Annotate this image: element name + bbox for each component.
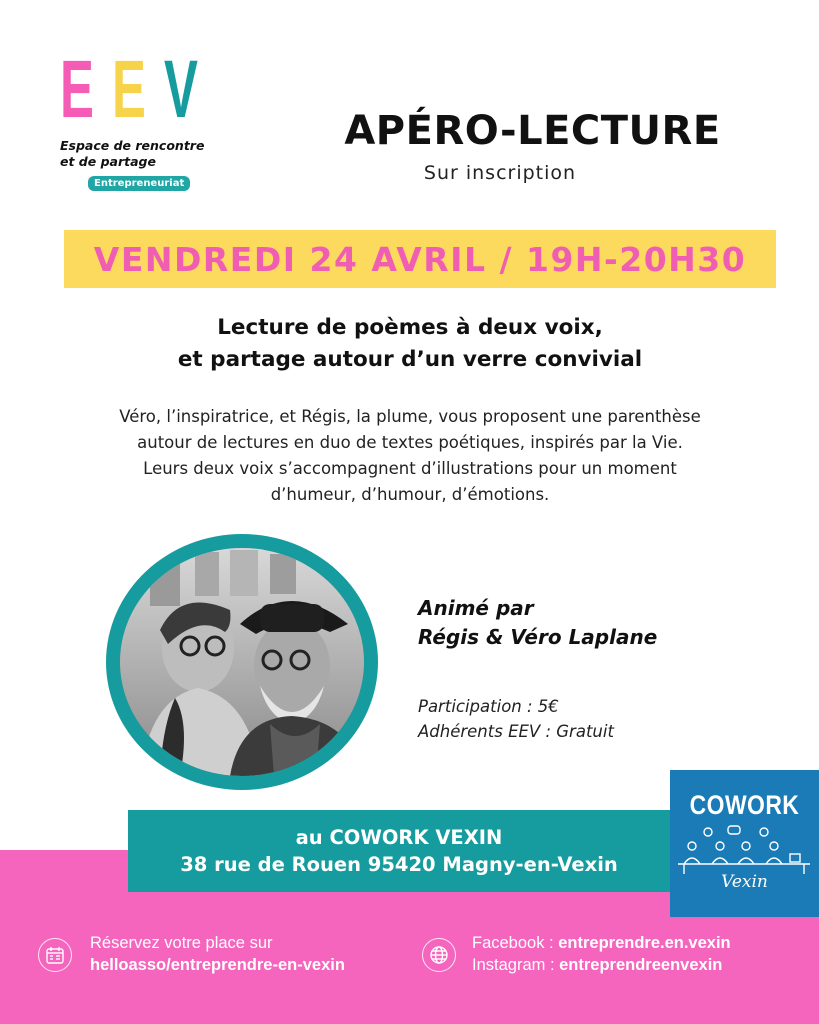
members-price: Adhérents EEV : Gratuit <box>418 722 614 741</box>
hosts-info <box>418 594 657 652</box>
reservation-link[interactable] <box>90 954 345 976</box>
event-subtitle: Sur inscription <box>423 162 577 184</box>
calendar-icon <box>38 938 72 972</box>
venue-banner <box>128 810 670 892</box>
participation-price: Participation : 5€ <box>418 697 559 716</box>
heading-line2: et partage autour d’un verre convivial <box>177 347 643 372</box>
date-banner <box>64 230 776 288</box>
instagram-handle[interactable]: entreprendreenvexin <box>559 956 723 974</box>
event-description <box>40 404 780 508</box>
instagram-line <box>472 954 731 976</box>
facebook-handle[interactable]: entreprendre.en.vexin <box>558 934 731 952</box>
event-title: APÉRO-LECTURE <box>344 108 721 154</box>
cowork-logo-subtitle: Vexin <box>721 872 768 892</box>
logo-letter-e2: E <box>112 44 146 135</box>
event-date: VENDREDI 24 AVRIL / 19H-20H30 <box>93 239 747 279</box>
instagram-label: Instagram : <box>472 956 560 974</box>
description-line: Leurs deux voix s’accompagnent d’illustrations pour un moment <box>143 459 677 478</box>
reservation-link-text[interactable]: helloasso/entreprendre-en-vexin <box>90 956 345 974</box>
social-info <box>472 932 731 976</box>
logo-tagline <box>60 138 230 170</box>
description-line: autour de lectures en duo de textes poétiques, inspirés par la Vie. <box>137 433 683 452</box>
photo-frame <box>106 534 378 790</box>
event-heading <box>40 312 780 376</box>
globe-icon <box>422 938 456 972</box>
globe-icon-glyph <box>429 945 449 965</box>
reservation-info <box>90 932 345 976</box>
calendar-icon-glyph <box>45 945 65 965</box>
logo-tagline-line2: et de partage <box>60 154 156 169</box>
hosts-photo <box>120 548 364 776</box>
logo-tagline-line1: Espace de rencontre <box>60 138 205 153</box>
heading-line1: Lecture de poèmes à deux voix, <box>217 315 603 340</box>
description-line: Véro, l’inspiratrice, et Régis, la plume, vous proposent une parenthèse <box>119 407 701 426</box>
venue-name: au COWORK VEXIN <box>295 826 503 849</box>
pricing-info <box>418 694 614 744</box>
description-line: d’humeur, d’humour, d’émotions. <box>270 485 550 504</box>
facebook-label: Facebook : <box>472 934 559 952</box>
cowork-vexin-logo <box>670 770 819 917</box>
logo-badge: Entrepreneuriat <box>88 176 190 191</box>
eev-logo <box>60 44 230 191</box>
hosts-label: Animé par <box>418 596 534 620</box>
reservation-label: Réservez votre place sur <box>90 934 273 952</box>
facebook-line <box>472 932 731 954</box>
logo-letter-v: V <box>164 44 198 135</box>
venue-address: 38 rue de Rouen 95420 Magny-en-Vexin <box>180 853 618 876</box>
hosts-photo-illustration <box>120 548 364 776</box>
logo-letters <box>60 44 230 135</box>
cowork-logo-title: COWORK <box>689 790 800 820</box>
hosts-names: Régis & Véro Laplane <box>418 625 658 649</box>
logo-letter-e1: E <box>60 44 94 135</box>
